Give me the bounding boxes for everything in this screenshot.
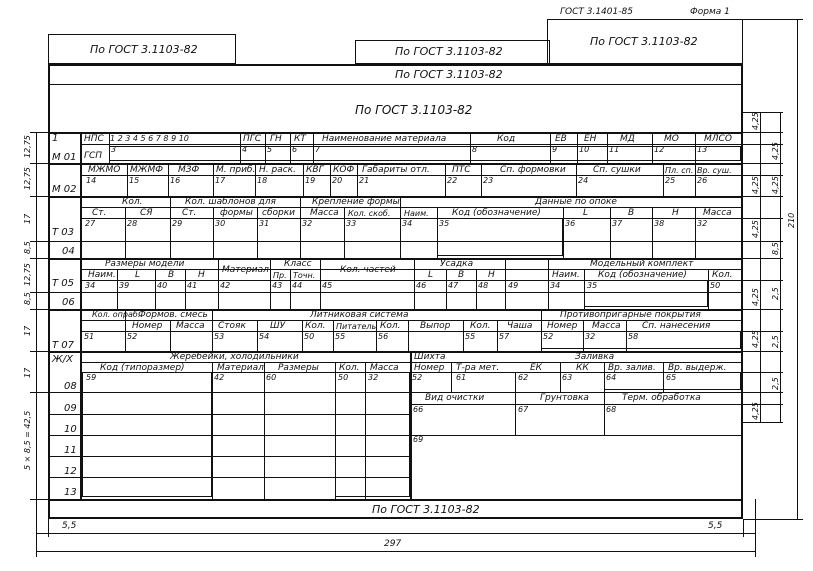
t03-sya: СЯ bbox=[140, 208, 153, 218]
m01-mo: МО bbox=[664, 134, 679, 144]
t05-tochn: Точн. bbox=[293, 271, 316, 280]
t03-n31: 31 bbox=[259, 219, 270, 228]
m01-n4: 4 bbox=[242, 145, 248, 154]
m02-kof: КОФ bbox=[333, 165, 355, 175]
r08-tramet: Т-ра мет. bbox=[456, 363, 500, 373]
t07-spnan: Сп. нанесения bbox=[642, 321, 711, 331]
t03-st: Ст. bbox=[92, 208, 107, 218]
row-t07: Т 07 bbox=[52, 340, 75, 351]
t05-n34: 34 bbox=[85, 281, 96, 290]
r08-n42: 42 bbox=[214, 373, 225, 382]
dim-left-4: 8,5 bbox=[23, 241, 32, 254]
t03-kol: Кол. bbox=[122, 197, 143, 207]
m02-n25: 25 bbox=[665, 176, 676, 185]
m01-n9: 9 bbox=[552, 145, 558, 154]
t05-naim2: Наим. bbox=[552, 270, 580, 280]
t05-n47: 47 bbox=[448, 281, 459, 290]
r08-nomer: Номер bbox=[414, 363, 445, 373]
m02-pts: ПТС bbox=[452, 165, 471, 175]
m02-spform: Сп. формовки bbox=[500, 165, 566, 175]
t07-kolopr: Кол. опраб. bbox=[92, 310, 141, 319]
t05-n48: 48 bbox=[478, 281, 489, 290]
t05-n49: 49 bbox=[508, 281, 519, 290]
footer-text: По ГОСТ 3.1103-82 bbox=[372, 503, 480, 516]
m01-n8: 8 bbox=[472, 145, 478, 154]
r08-ek: ЕК bbox=[530, 363, 543, 373]
r08-n59: 59 bbox=[86, 373, 97, 382]
t03-B: В bbox=[628, 208, 635, 218]
t05-naim: Наим. bbox=[88, 270, 116, 280]
row-09: 09 bbox=[64, 403, 77, 414]
t05-kolchast: Кол. частей bbox=[340, 265, 396, 275]
t03-massa: Масса bbox=[310, 208, 339, 218]
m02-n16: 16 bbox=[170, 176, 181, 185]
row-zhx: Ж/Х bbox=[52, 354, 73, 365]
m01-naim: Наименование материала bbox=[322, 134, 447, 144]
dim-right-7: 4,25 bbox=[751, 288, 760, 306]
t05-n40: 40 bbox=[157, 281, 168, 290]
row-t05: Т 05 bbox=[52, 278, 75, 289]
m01-n6: 6 bbox=[292, 145, 298, 154]
r08-gruntovka: Грунтовка bbox=[540, 393, 589, 403]
m01-n10: 10 bbox=[579, 145, 590, 154]
t05-material: Материал bbox=[222, 265, 269, 275]
t03-n39: 32 bbox=[697, 219, 708, 228]
dim-right-1: 4,25 bbox=[751, 112, 760, 130]
r08-n50: 50 bbox=[338, 373, 349, 382]
t03-n38: 38 bbox=[654, 219, 665, 228]
m01-n12: 12 bbox=[654, 145, 665, 154]
dim-right-12: 2,5 bbox=[771, 377, 780, 390]
r08-kk: КК bbox=[576, 363, 589, 373]
m02-n26: 26 bbox=[697, 176, 708, 185]
t05-kol: Кол. bbox=[712, 270, 733, 280]
m01-md: МД bbox=[620, 134, 635, 144]
t05-pr: Пр. bbox=[273, 271, 287, 280]
r08-n63: 63 bbox=[562, 373, 573, 382]
t07-nomer: Номер bbox=[132, 321, 163, 331]
row-10: 10 bbox=[64, 424, 77, 435]
row-06: 06 bbox=[62, 297, 75, 308]
dim-left-3: 17 bbox=[23, 213, 32, 224]
t03-n30: 30 bbox=[215, 219, 226, 228]
m02-mprib: М. приб. bbox=[216, 165, 256, 175]
t07-n56: 56 bbox=[378, 332, 389, 341]
r08-zherebeiki: Жеребейки, холодильники bbox=[170, 352, 299, 362]
t07-kol2: Кол. bbox=[380, 321, 401, 331]
m01-nps: НПС bbox=[84, 134, 104, 144]
r08-n61: 61 bbox=[456, 373, 467, 382]
r08-n32: 32 bbox=[368, 373, 379, 382]
dim-right-10: 2,5 bbox=[771, 335, 780, 348]
dim-left-5: 12,75 bbox=[23, 263, 32, 286]
dim-left-8: 17 bbox=[23, 367, 32, 378]
t05-H: Н bbox=[198, 270, 205, 280]
r08-n68: 68 bbox=[606, 405, 617, 414]
m02-n22: 22 bbox=[447, 176, 458, 185]
r08-vidochist: Вид очистки bbox=[425, 393, 485, 403]
t03-n29: 29 bbox=[172, 219, 183, 228]
dim-right-4: 4,25 bbox=[771, 176, 780, 194]
t03-L: L bbox=[583, 208, 589, 218]
r08-massa: Масса bbox=[370, 363, 399, 373]
dim-bottom-left: 5,5 bbox=[62, 521, 77, 531]
t03-n37: 37 bbox=[612, 219, 623, 228]
m02-n14: 14 bbox=[86, 176, 97, 185]
t05-B: В bbox=[168, 270, 175, 280]
row-04: 04 bbox=[62, 246, 75, 257]
m02-n20: 20 bbox=[332, 176, 343, 185]
m02-mzhmf: МЖМФ bbox=[130, 165, 163, 175]
header-box-right-text: По ГОСТ 3.1103-82 bbox=[590, 35, 698, 48]
header-box-mid-text: По ГОСТ 3.1103-82 bbox=[395, 45, 503, 58]
dim-left-9: 5 × 8,5 = 42,5 bbox=[23, 410, 32, 470]
m01-kt: КТ bbox=[294, 134, 306, 144]
r08-shikhta: Шихта bbox=[414, 352, 446, 362]
dim-right-6: 8,5 bbox=[771, 242, 780, 255]
row-t03: Т 03 bbox=[52, 227, 75, 238]
t03-n35: 35 bbox=[439, 219, 450, 228]
r08-n69: 69 bbox=[413, 435, 424, 444]
r08-razmery: Размеры bbox=[278, 363, 319, 373]
dim-left-2: 12,75 bbox=[23, 167, 32, 190]
big-title-text: По ГОСТ 3.1103-82 bbox=[355, 103, 473, 117]
t07-n51: 51 bbox=[84, 332, 95, 341]
row-11: 11 bbox=[64, 445, 77, 456]
m02-vrsush: Вр. суш. bbox=[697, 166, 732, 175]
t03-n33: 33 bbox=[346, 219, 357, 228]
t03-n34: 34 bbox=[402, 219, 413, 228]
t05-n34b: 34 bbox=[550, 281, 561, 290]
m02-n24: 24 bbox=[578, 176, 589, 185]
t05-L: L bbox=[135, 270, 141, 280]
dim-bottom-right: 5,5 bbox=[708, 521, 723, 531]
strip-text: По ГОСТ 3.1103-82 bbox=[395, 68, 503, 81]
m01-n3: 3 bbox=[111, 145, 117, 154]
row-1: 1 bbox=[52, 133, 59, 144]
m02-n18: 18 bbox=[257, 176, 268, 185]
dim-left-7: 17 bbox=[23, 325, 32, 336]
m01-gn: ГН bbox=[270, 134, 282, 144]
t07-n52: 52 bbox=[127, 332, 138, 341]
t07-protiv: Противопригарные покрытия bbox=[560, 310, 701, 320]
t03-n32: 32 bbox=[302, 219, 313, 228]
r08-kodtipo: Код (типоразмер) bbox=[100, 363, 185, 373]
dim-bottom-total: 297 bbox=[384, 539, 402, 549]
t03-massa2: Масса bbox=[703, 208, 732, 218]
form-label: Форма 1 bbox=[690, 7, 730, 17]
dim-left-6: 8,5 bbox=[23, 292, 32, 305]
t03-H: Н bbox=[672, 208, 679, 218]
t07-shu: ШУ bbox=[270, 321, 286, 331]
m01-gsp: ГСП bbox=[84, 151, 103, 161]
t07-kol: Кол. bbox=[305, 321, 326, 331]
r08-termobr: Терм. обработка bbox=[622, 393, 701, 403]
t07-vypor: Выпор bbox=[420, 321, 451, 331]
t05-n35: 35 bbox=[587, 281, 598, 290]
t07-massa: Масса bbox=[176, 321, 205, 331]
m02-n19: 19 bbox=[305, 176, 316, 185]
m02-nrask: Н. раск. bbox=[259, 165, 296, 175]
standard-label: ГОСТ 3.1401-85 bbox=[560, 7, 633, 17]
t05-modkompl: Модельный комплект bbox=[590, 259, 694, 269]
m02-gabar: Габариты отл. bbox=[362, 165, 430, 175]
m01-kod: Код bbox=[497, 134, 516, 144]
r08-zalivka: Заливка bbox=[575, 352, 615, 362]
t05-uB: В bbox=[458, 270, 465, 280]
r08-n52: 52 bbox=[412, 373, 423, 382]
m01-mlso: МЛСО bbox=[704, 134, 732, 144]
t05-n39: 39 bbox=[119, 281, 130, 290]
t07-n32: 32 bbox=[585, 332, 596, 341]
t03-naim: Наим. bbox=[404, 209, 429, 218]
t03-kodobozn: Код (обозначение) bbox=[452, 208, 541, 218]
dim-right-8: 2,5 bbox=[771, 287, 780, 300]
row-08: 08 bbox=[64, 381, 77, 392]
r08-n64: 64 bbox=[606, 373, 617, 382]
t05-klass: Класс bbox=[284, 259, 312, 269]
t03-dannye: Данные по опоке bbox=[535, 197, 617, 207]
t05-usadka: Усадка bbox=[440, 259, 474, 269]
m01-n11: 11 bbox=[609, 145, 620, 154]
m01-n5: 5 bbox=[267, 145, 273, 154]
m02-n23: 23 bbox=[483, 176, 494, 185]
m02-spsush: Сп. сушки bbox=[593, 165, 641, 175]
dim-right-2: 4,25 bbox=[771, 142, 780, 160]
row-12: 12 bbox=[64, 466, 77, 477]
t05-n41: 41 bbox=[187, 281, 198, 290]
t03-st2: Ст. bbox=[182, 208, 197, 218]
r08-n66: 66 bbox=[413, 405, 424, 414]
m01-digits: 1 2 3 4 5 6 7 8 9 10 bbox=[110, 134, 189, 143]
t07-chasha: Чаша bbox=[507, 321, 533, 331]
m02-plsp: Пл. сп. bbox=[665, 166, 694, 175]
m01-pgs: ПГС bbox=[243, 134, 262, 144]
header-box-left-text: По ГОСТ 3.1103-82 bbox=[90, 43, 198, 56]
m02-n17: 17 bbox=[215, 176, 226, 185]
t07-n50: 50 bbox=[304, 332, 315, 341]
t07-n55b: 55 bbox=[465, 332, 476, 341]
dim-right-total: 210 bbox=[787, 212, 796, 228]
dim-right-11: 4,25 bbox=[751, 402, 760, 420]
m02-n15: 15 bbox=[129, 176, 140, 185]
t07-kol3: Кол. bbox=[470, 321, 491, 331]
r08-n62: 62 bbox=[518, 373, 529, 382]
t07-n57: 57 bbox=[499, 332, 510, 341]
t05-n42: 42 bbox=[220, 281, 231, 290]
m02-mzf: МЗФ bbox=[178, 165, 200, 175]
t05-n46: 46 bbox=[416, 281, 427, 290]
t07-n54: 54 bbox=[259, 332, 270, 341]
t03-kolskob: Кол. скоб. bbox=[348, 209, 391, 218]
t03-n36: 36 bbox=[565, 219, 576, 228]
m01-n13: 13 bbox=[697, 145, 708, 154]
t05-n45: 45 bbox=[322, 281, 333, 290]
dim-right-9: 4,25 bbox=[751, 330, 760, 348]
t07-stoyak: Стояк bbox=[218, 321, 246, 331]
t07-n53: 53 bbox=[214, 332, 225, 341]
t07-nomer2: Номер bbox=[547, 321, 578, 331]
row-m02: М 02 bbox=[52, 184, 77, 195]
m01-en: ЕН bbox=[584, 134, 597, 144]
t05-n50: 50 bbox=[710, 281, 721, 290]
r08-n67: 67 bbox=[518, 405, 529, 414]
t07-pitatel: Питатель bbox=[336, 322, 377, 331]
t03-n27: 27 bbox=[85, 219, 96, 228]
t03-kolshabl: Кол. шаблонов для bbox=[185, 197, 276, 207]
t05-n43: 43 bbox=[272, 281, 283, 290]
t07-formsm: Формов. смесь bbox=[138, 310, 208, 320]
t07-n52b: 52 bbox=[543, 332, 554, 341]
t07-n55: 55 bbox=[335, 332, 346, 341]
row-m01: М 01 bbox=[52, 152, 77, 163]
r08-vrzaliv: Вр. залив. bbox=[608, 363, 656, 373]
t05-razmery: Размеры модели bbox=[105, 259, 185, 269]
r08-material: Материал bbox=[217, 363, 264, 373]
t03-krepl: Крепление формы bbox=[312, 197, 400, 207]
dim-right-3: 4,25 bbox=[751, 176, 760, 194]
m01-ev: ЕВ bbox=[555, 134, 567, 144]
t05-n44: 44 bbox=[292, 281, 303, 290]
m01-n7: 7 bbox=[315, 145, 321, 154]
r08-n60: 60 bbox=[266, 373, 277, 382]
t03-formy: формы bbox=[220, 208, 253, 218]
t05-uL: L bbox=[428, 270, 434, 280]
m02-n21: 21 bbox=[359, 176, 370, 185]
dim-right-5: 4,25 bbox=[751, 220, 760, 238]
t03-n28: 28 bbox=[127, 219, 138, 228]
r08-kol: Кол. bbox=[339, 363, 360, 373]
t05-uH: Н bbox=[488, 270, 495, 280]
dim-left-1: 12,75 bbox=[23, 135, 32, 158]
t07-n58: 58 bbox=[628, 332, 639, 341]
t07-massa2: Масса bbox=[592, 321, 621, 331]
t05-kodobozn: Код (обозначение) bbox=[598, 270, 687, 280]
t07-litsys: Литниковая система bbox=[310, 310, 409, 320]
r08-vrvyd: Вр. выдерж. bbox=[668, 363, 727, 373]
m02-mzhmo: МЖМО bbox=[88, 165, 121, 175]
m02-kvg: КВГ bbox=[306, 165, 324, 175]
t03-sborki: сборки bbox=[262, 208, 296, 218]
row-13: 13 bbox=[64, 487, 77, 498]
r08-n65: 65 bbox=[666, 373, 677, 382]
